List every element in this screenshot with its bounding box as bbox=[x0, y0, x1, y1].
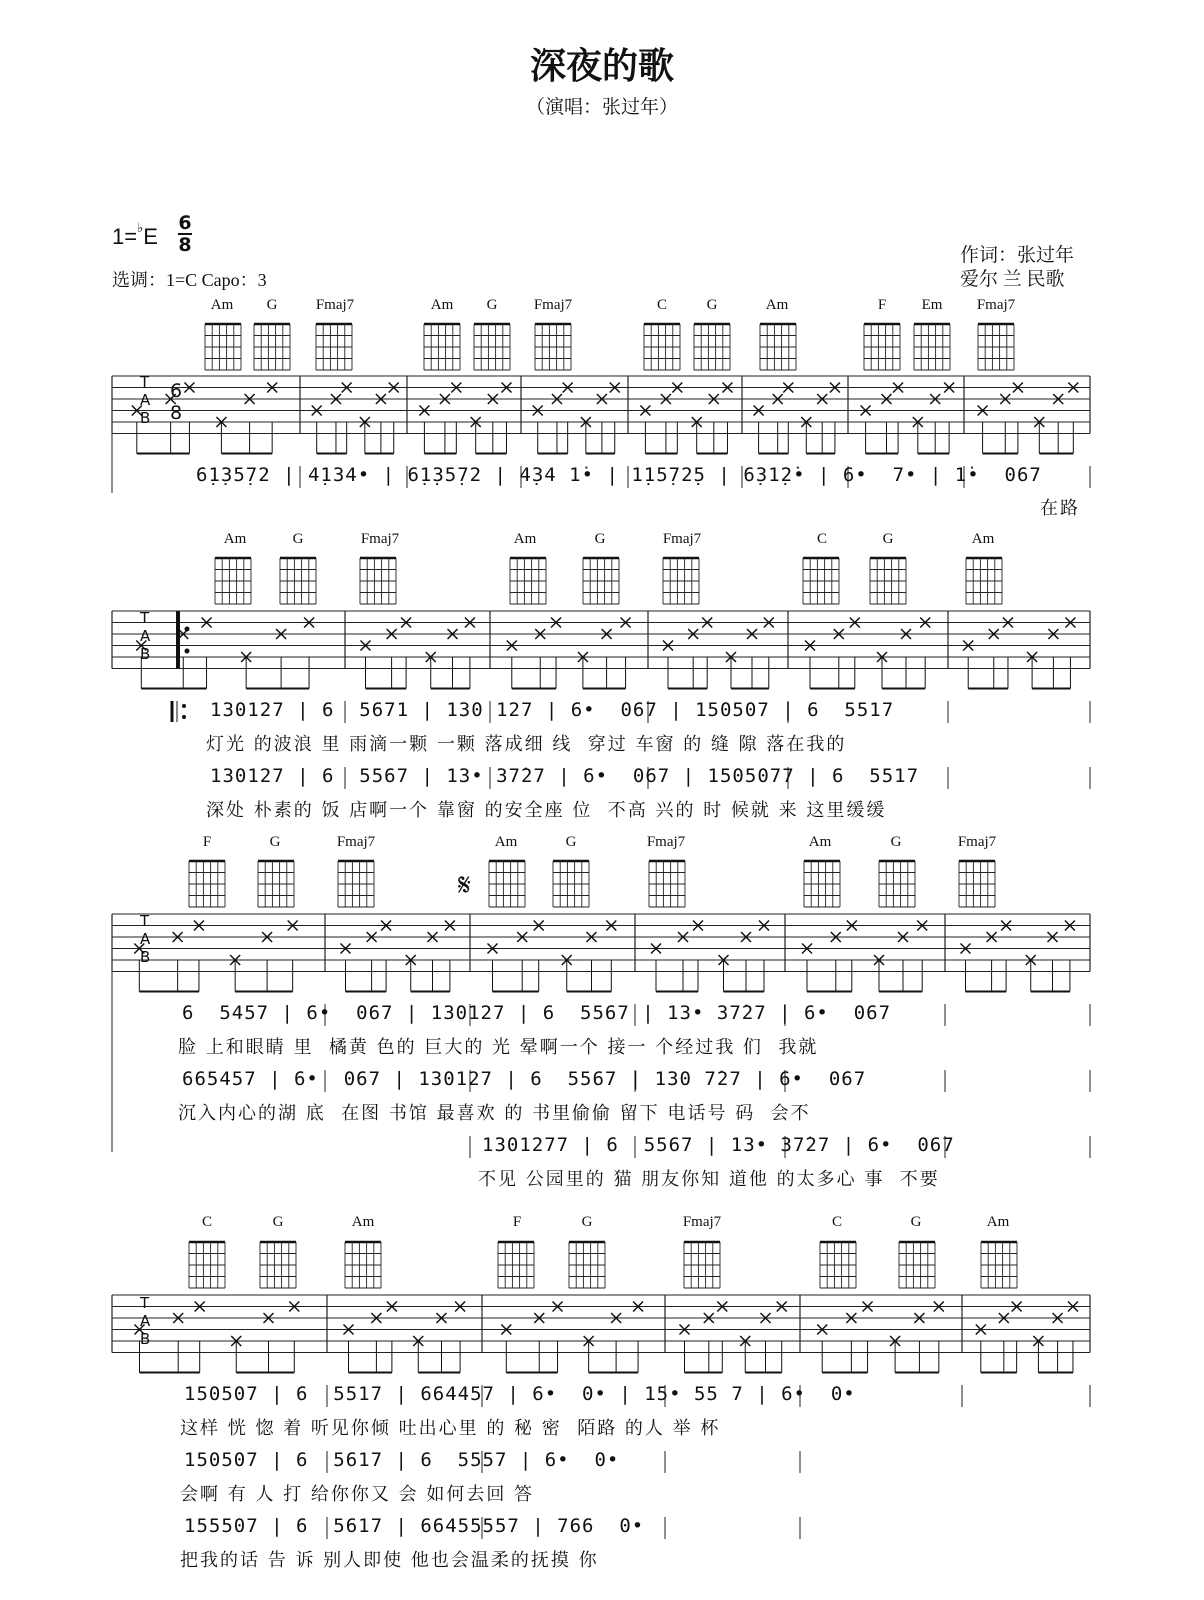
numbered-notation: 130127 | 6 5671 | 130 127 | 6• 067 | 150507 | 6 5517 bbox=[210, 699, 895, 721]
numbered-notation: 1301277 | 6 5567 | 13• 37̇27 | 6• 067 bbox=[482, 1134, 955, 1156]
chord-name: Em bbox=[921, 297, 943, 313]
tab-letter: B bbox=[140, 645, 151, 663]
chord-name: Am bbox=[765, 297, 789, 313]
chord-name: G bbox=[910, 1214, 922, 1230]
chord-name: C bbox=[831, 1214, 842, 1230]
capo-info: 选调：1=C Capo：3 bbox=[112, 270, 267, 290]
chord-name: Fmaj7 bbox=[315, 297, 355, 313]
chord-name: Fmaj7 bbox=[976, 297, 1016, 313]
lyric-line: 灯光 的波浪 里 雨滴一颗 一颗 落成细 线 穿过 车窗 的 缝 隙 落在我的 bbox=[206, 734, 847, 755]
tab-letter: A bbox=[140, 1312, 151, 1330]
tab-letter: B bbox=[140, 409, 151, 427]
numbered-notation: 155507 | 6 5617 | 66455557 | 766 0• bbox=[184, 1515, 645, 1537]
repeat-dot bbox=[182, 715, 186, 719]
lyric-line: 沉入内心的湖 底 在图 书馆 最喜欢 的 书里偷偷 留下 电话号 码 会不 bbox=[178, 1103, 811, 1124]
tab-time-top: 6 bbox=[170, 380, 183, 402]
chord-name: Am bbox=[494, 834, 518, 850]
chord-name: G bbox=[486, 297, 498, 313]
chord-name: G bbox=[594, 531, 606, 547]
numbered-notation: 6̣1̣35̣72 | 4̣134• | 6̣1̣35̣72 | 4̣34 1̇• | 1̣15̣72̣5 | 6̣31̣2̇• | 6• 7• | 1̇• 067 bbox=[196, 464, 1042, 486]
chord-name: G bbox=[565, 834, 577, 850]
tab-time-signature bbox=[170, 380, 182, 424]
chord-name: G bbox=[266, 297, 278, 313]
lyric-line: 把我的话 告 诉 别人即使 他也会温柔的抚摸 你 bbox=[180, 1550, 599, 1571]
tab-letter: T bbox=[140, 1294, 150, 1312]
tab-letter: T bbox=[140, 912, 150, 930]
numbered-notation: 150507 | 6 5517 | 664457 | 6• 0• | 15• 55 7 | 6• 0• bbox=[184, 1383, 856, 1405]
chord-name: G bbox=[272, 1214, 284, 1230]
chord-name: G bbox=[292, 531, 304, 547]
tab-letter: A bbox=[140, 391, 151, 409]
lyric-line: 不见 公园里的 猫 朋友你知 道他 的太多心 事 不要 bbox=[478, 1169, 940, 1190]
chord-name: Fmaj7 bbox=[336, 834, 376, 850]
tab-letter: T bbox=[140, 373, 150, 391]
tab-letter: B bbox=[140, 1330, 151, 1348]
tab-clef bbox=[140, 912, 150, 966]
chord-name: Am bbox=[223, 531, 247, 547]
repeat-dot bbox=[185, 649, 190, 654]
chord-name: G bbox=[269, 834, 281, 850]
chord-name: Am bbox=[971, 531, 995, 547]
lyricist: 作词：张过年 bbox=[960, 245, 1075, 266]
tab-letter: T bbox=[140, 609, 150, 627]
chord-name: F bbox=[877, 297, 887, 313]
chord-name: C bbox=[656, 297, 667, 313]
time-top: 6 bbox=[178, 212, 192, 234]
lyric-line: 脸 上和眼睛 里 橘黄 色的 巨大的 光 晕啊一个 接一 个经过我 们 我就 bbox=[178, 1037, 819, 1058]
tab-clef bbox=[140, 373, 150, 427]
lyric-line: 深处 朴素的 饭 店啊一个 靠窗 的安全座 位 不高 兴的 时 候就 来 这里缓缓 bbox=[206, 800, 887, 821]
chord-name: Fmaj7 bbox=[360, 531, 400, 547]
chord-name: G bbox=[706, 297, 718, 313]
chord-name: F bbox=[512, 1214, 522, 1230]
chord-name: F bbox=[202, 834, 212, 850]
performer-line: （演唱：张过年） bbox=[525, 96, 678, 118]
lyric-line: 会啊 有 人 打 给你你又 会 如何去回 答 bbox=[180, 1484, 535, 1505]
numbered-notation: 130127 | 6 5567 | 13• 37̇27 | 6• 067 | 1505077 | 6 5517 bbox=[210, 765, 920, 787]
key-label: 1= bbox=[112, 224, 138, 249]
flat-sign: ♭ bbox=[137, 220, 144, 235]
chord-name: Fmaj7 bbox=[662, 531, 702, 547]
key-note: E bbox=[143, 224, 158, 249]
chord-name: C bbox=[816, 531, 827, 547]
chord-name: Am bbox=[513, 531, 537, 547]
chord-name: Am bbox=[986, 1214, 1010, 1230]
chord-name: Am bbox=[430, 297, 454, 313]
numbered-notation: 665457 | 6• 067 | 130127 | 6 5567 | 130 7̇27 | 6• 067 bbox=[182, 1068, 867, 1090]
chord-name: Fmaj7 bbox=[957, 834, 997, 850]
tab-letter: A bbox=[140, 627, 151, 645]
chord-name: G bbox=[890, 834, 902, 850]
tab-clef bbox=[140, 1294, 150, 1348]
tab-time-bottom: 8 bbox=[170, 402, 183, 424]
lyric-line: 在路 bbox=[1040, 498, 1080, 519]
segno-icon: 𝄋 bbox=[458, 868, 471, 903]
chord-name: C bbox=[201, 1214, 212, 1230]
chord-name: Am bbox=[210, 297, 234, 313]
composer: 爱尔 兰 民歌 bbox=[960, 269, 1065, 290]
tab-letter: A bbox=[140, 930, 151, 948]
numbered-notation: 6 5457 | 6• 067 | 130127 | 6 5567 | 13• 37̇27 | 6• 067 bbox=[182, 1002, 892, 1024]
chord-name: G bbox=[581, 1214, 593, 1230]
chord-name: Fmaj7 bbox=[646, 834, 686, 850]
lyric-line: 这样 恍 惚 着 听见你倾 吐出心里 的 秘 密 陌路 的人 举 杯 bbox=[180, 1418, 721, 1439]
tab-letter: B bbox=[140, 948, 151, 966]
tab-clef bbox=[140, 609, 150, 663]
chord-name: Fmaj7 bbox=[682, 1214, 722, 1230]
chord-name: Fmaj7 bbox=[533, 297, 573, 313]
repeat-dot bbox=[182, 704, 186, 708]
chord-name: G bbox=[882, 531, 894, 547]
song-title: 深夜的歌 bbox=[529, 46, 674, 87]
chord-name: Am bbox=[808, 834, 832, 850]
time-bottom: 8 bbox=[178, 234, 192, 256]
numbered-notation: 150507 | 6 5617 | 6 5557 | 6• 0• bbox=[184, 1449, 620, 1471]
chord-name: Am bbox=[351, 1214, 375, 1230]
